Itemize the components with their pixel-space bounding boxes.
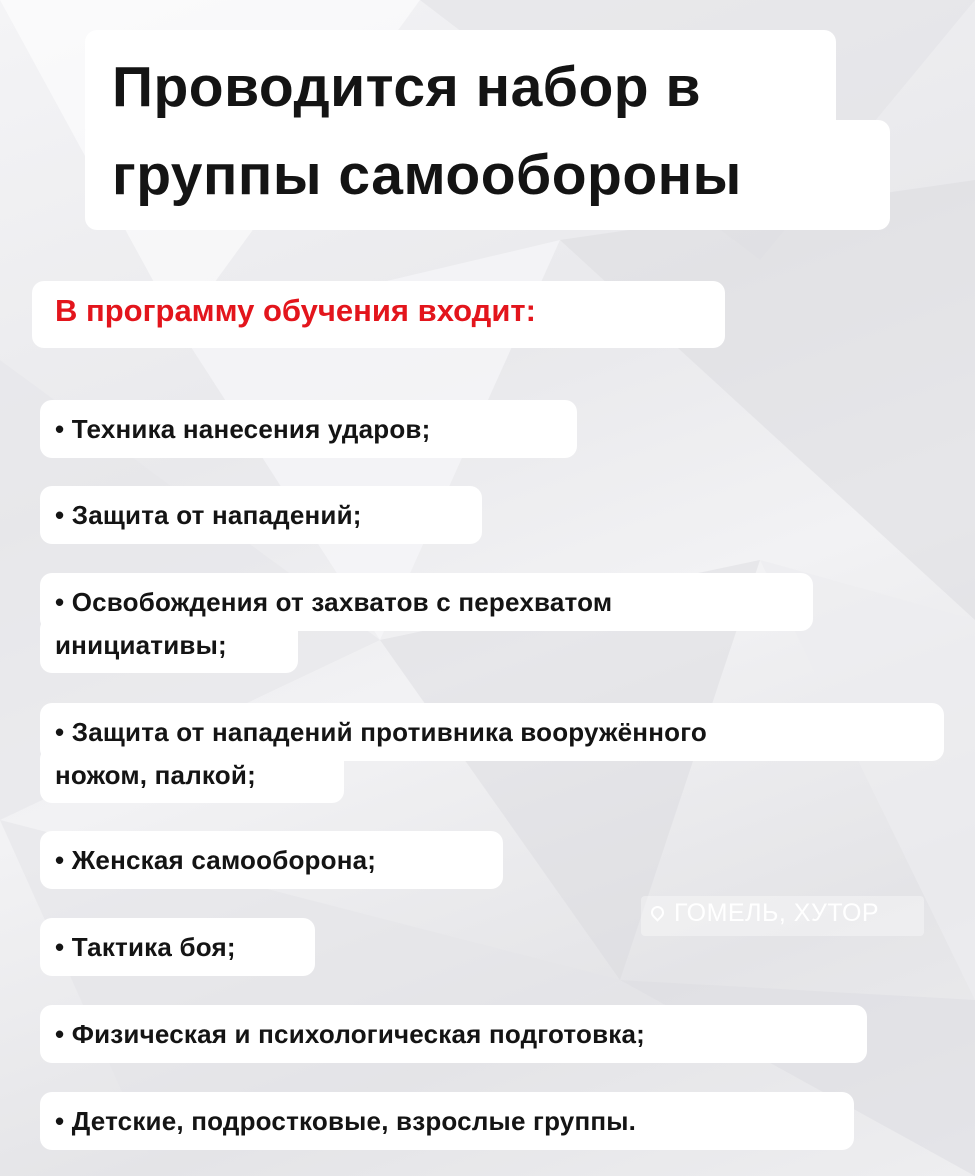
location-text: ГОМЕЛЬ, ХУТОР (674, 899, 880, 927)
program-subtitle: В программу обучения входит: (55, 293, 536, 328)
list-item: • Освобождения от захватов с перехватом (55, 587, 613, 617)
page-title-line1: Проводится набор в (112, 55, 701, 119)
list-item: • Защита от нападений противника вооружённого (55, 717, 707, 747)
list-item: • Физическая и психологическая подготовка; (55, 1019, 646, 1049)
list-item: • Детские, подростковые, взрослые группы. (55, 1106, 637, 1136)
page-title-line2: группы самообороны (112, 143, 742, 207)
list-item: инициативы; (55, 630, 227, 660)
list-item: • Тактика боя; (55, 932, 236, 962)
list-item: ножом, палкой; (55, 760, 256, 790)
list-item: • Защита от нападений; (55, 500, 362, 530)
list-item: • Техника нанесения ударов; (55, 414, 431, 444)
list-item: • Женская самооборона; (55, 845, 377, 875)
